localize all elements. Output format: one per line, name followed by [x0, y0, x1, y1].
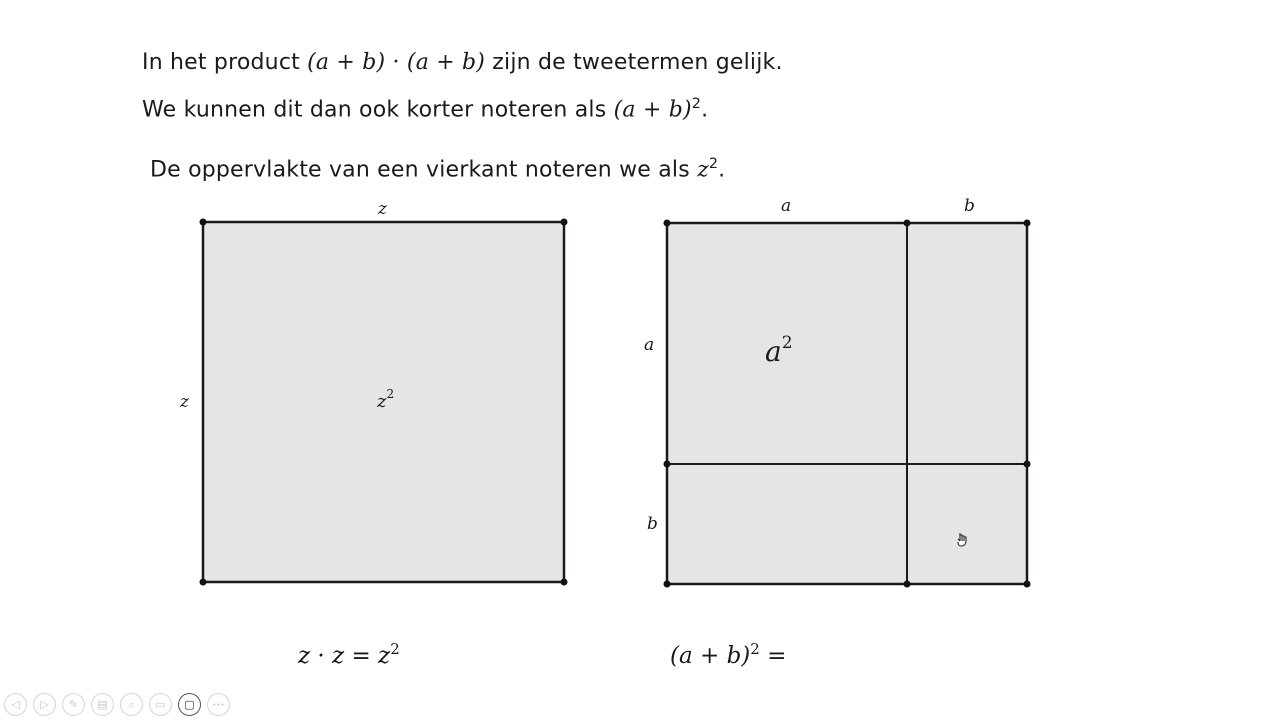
right-top-label-b: b [964, 196, 975, 216]
formula-right-tail: = [759, 642, 787, 669]
line3-math: z [697, 157, 709, 183]
right-side-label-b: b [647, 514, 658, 534]
line1-math: (a + b) · (a + b) [307, 50, 486, 75]
more-icon[interactable]: ••• [207, 693, 230, 716]
line1-before: In het product [142, 50, 308, 75]
line2-after: . [701, 97, 709, 123]
right-square-vertex[interactable] [664, 581, 671, 588]
line3-before: De oppervlakte van een vierkant noteren we als [150, 157, 698, 183]
left-square-vertex[interactable] [561, 219, 568, 226]
subtitles-icon[interactable]: ▭ [149, 693, 172, 716]
line3-after: . [718, 157, 726, 183]
formula-right-expr: (a + b) [670, 642, 751, 669]
line2-before: We kunnen dit dan ook korter noteren als [142, 97, 614, 123]
right-square-vertex[interactable] [1024, 581, 1031, 588]
left-square-vertex[interactable] [200, 219, 207, 226]
left-top-label: z [378, 199, 387, 219]
right-side-label-a: a [644, 335, 655, 355]
left-area-base: z [377, 391, 387, 412]
right-square-vertex[interactable] [1024, 461, 1031, 468]
left-side-label: z [180, 392, 189, 412]
right-top-label-a: a [781, 196, 792, 216]
previous-icon[interactable]: ◁ [4, 693, 27, 716]
right-square-vertex[interactable] [904, 220, 911, 227]
left-square-vertex[interactable] [200, 579, 207, 586]
next-icon[interactable]: ▷ [33, 693, 56, 716]
right-square-vertex[interactable] [664, 461, 671, 468]
right-area-base: a [765, 335, 782, 368]
line3-sup: 2 [708, 156, 719, 172]
presentation-toolbar [4, 693, 230, 716]
left-square [179, 199, 568, 586]
line2-math: (a + b) [613, 97, 692, 123]
right-square-vertex[interactable] [904, 581, 911, 588]
left-square-vertex[interactable] [561, 579, 568, 586]
pen-icon[interactable]: ✎ [62, 693, 85, 716]
slides-icon[interactable]: ▤ [91, 693, 114, 716]
left-area-sup: 2 [386, 387, 395, 401]
formula-square-area [298, 640, 400, 669]
video-icon[interactable]: ▢ [178, 693, 201, 716]
right-square [644, 196, 1031, 588]
line1-after: zijn de tweetermen gelijk. [485, 50, 783, 75]
formula-left-sup: 2 [390, 640, 400, 658]
right-square-vertex[interactable] [1024, 220, 1031, 227]
formula-binomial-square [670, 640, 786, 669]
right-square-shape[interactable] [667, 223, 1027, 584]
zoom-icon[interactable]: ⌕ [120, 693, 143, 716]
formula-left-expr: z · z = z [298, 642, 391, 669]
formula-right-sup: 2 [750, 640, 760, 658]
right-square-vertex[interactable] [664, 220, 671, 227]
right-area-sup: 2 [781, 333, 793, 353]
line2-sup: 2 [691, 96, 702, 112]
